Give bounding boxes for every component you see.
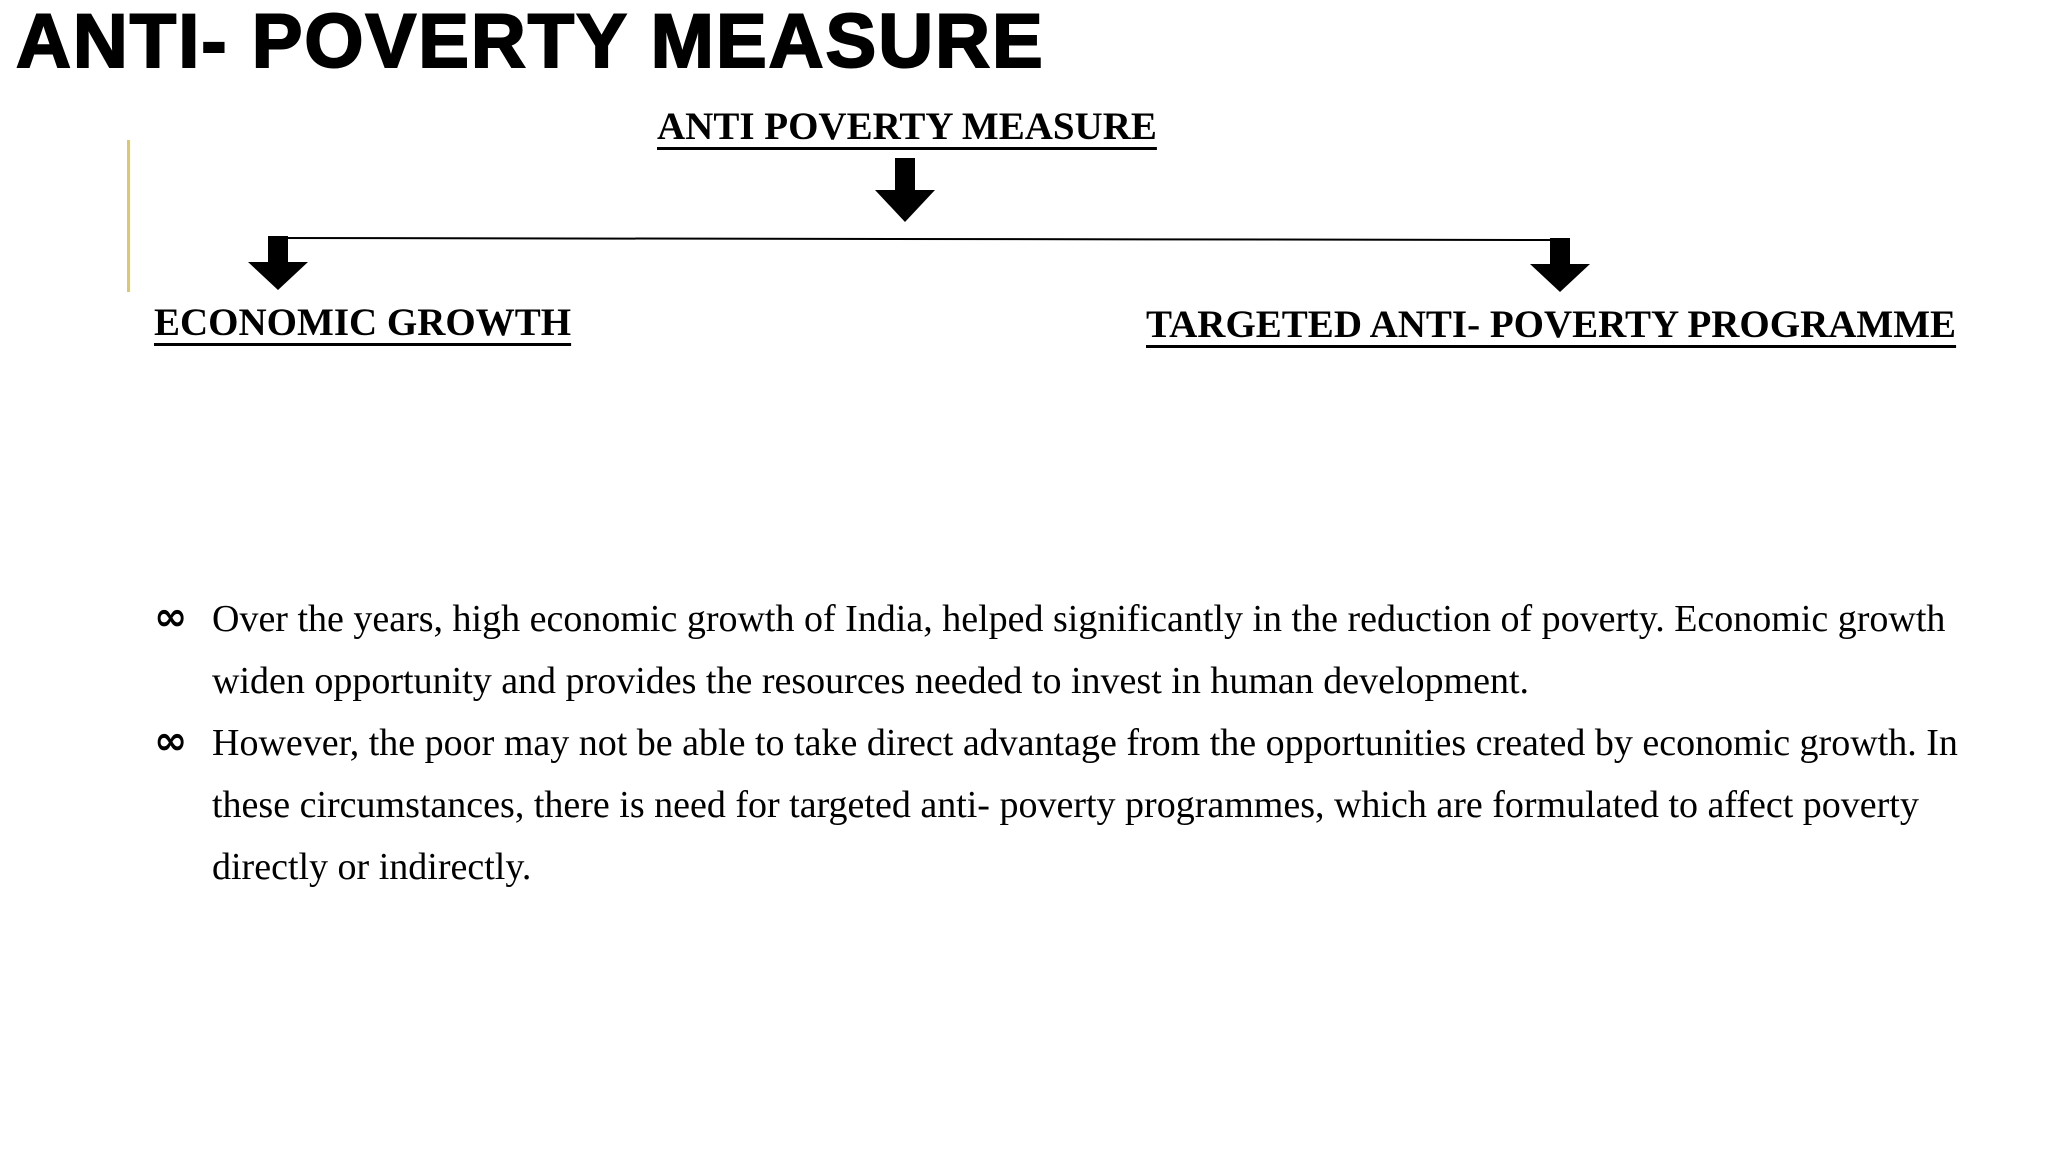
diagram-root-label: ANTI POVERTY MEASURE	[657, 105, 1157, 148]
down-arrow-icon	[875, 158, 935, 222]
hierarchy-diagram	[0, 0, 2048, 400]
infinity-icon: ∞	[154, 594, 188, 640]
list-item	[150, 588, 2000, 712]
bullet-text: However, the poor may not be able to take direct advantage from the opportunities created by economic growth. In these circumstances, there is need for targeted anti- poverty programmes, which are formulated to affect poverty directly or indirectly.	[212, 722, 1958, 888]
diagram-branch-targeted-programme-text: TARGETED ANTI- POVERTY PROGRAMME	[1146, 303, 1957, 346]
diagram-branch-targeted-programme	[1146, 302, 1976, 348]
down-arrow-icon	[1530, 238, 1590, 292]
bullet-text: Over the years, high economic growth of India, helped significantly in the reduction of poverty. Economic growth widen opportunity and provides the resources needed to invest in human development.	[212, 598, 1946, 702]
diagram-branch-economic-growth: ECONOMIC GROWTH	[154, 301, 572, 344]
list-item	[150, 712, 2000, 898]
infinity-icon: ∞	[154, 718, 188, 764]
bullet-list	[150, 588, 2000, 898]
down-arrow-icon	[248, 236, 308, 290]
slide-title: ANTI- POVERTY MEASURE	[16, 0, 1045, 84]
connector-line	[274, 238, 1560, 240]
